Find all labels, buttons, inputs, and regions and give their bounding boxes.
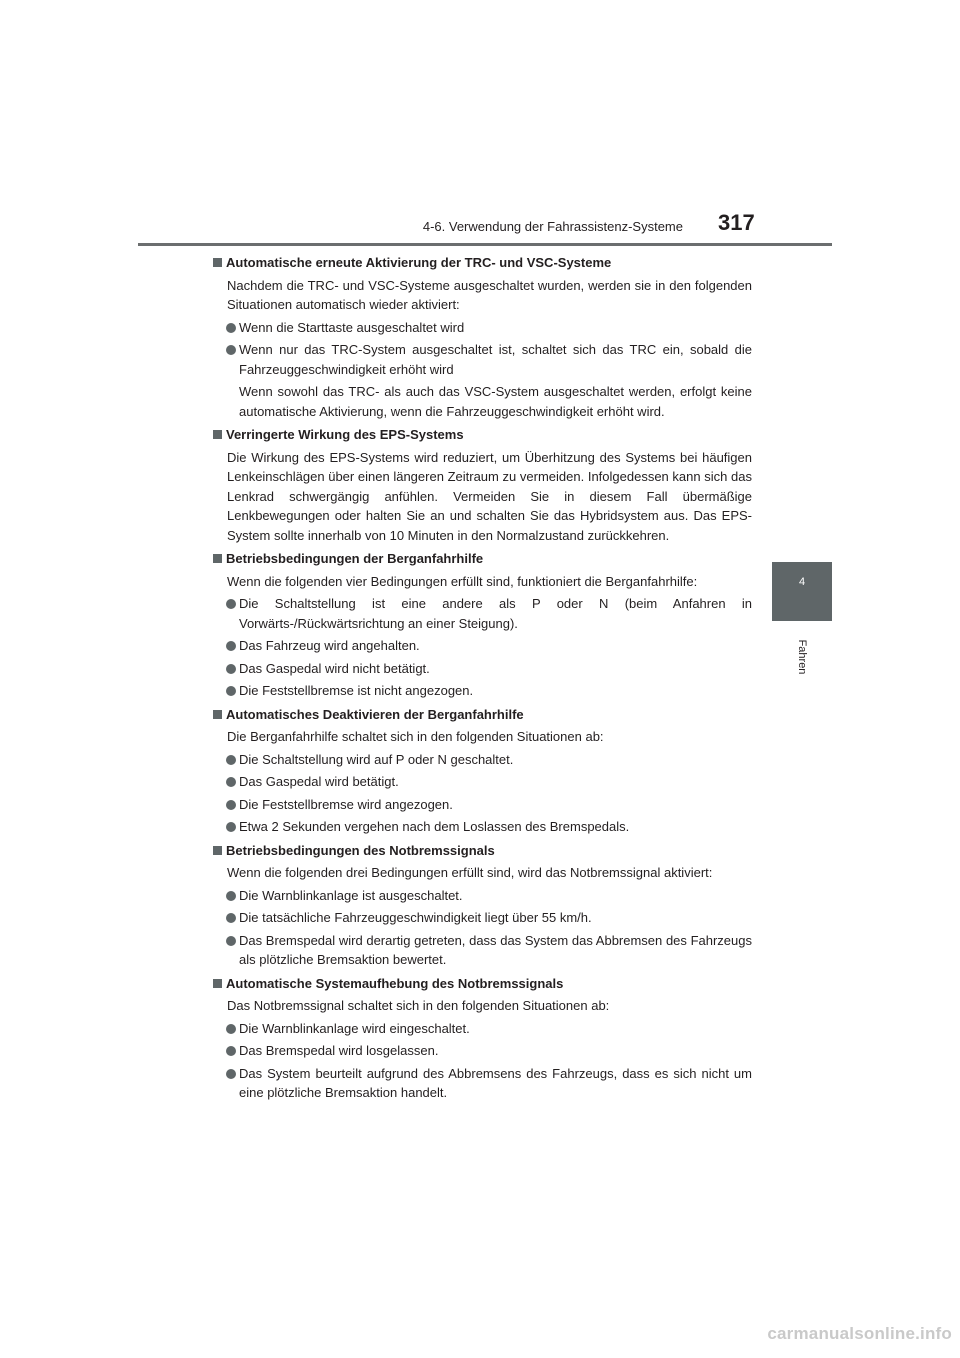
list-item — [211, 795, 752, 815]
section-title: 4-6. Verwendung der Fahrassistenz-Systeme — [422, 219, 683, 234]
list-item — [211, 772, 752, 792]
list-item-text: Wenn die Starttaste ausgeschaltet wird — [239, 319, 465, 335]
bullet-list — [211, 594, 752, 701]
square-bullet-icon — [213, 554, 222, 563]
square-bullet-icon — [213, 979, 222, 988]
list-item — [211, 636, 752, 656]
section-heading-text: Betriebsbedingungen des Notbremssignals — [226, 842, 495, 858]
list-item-text: Das Fahrzeug wird angehalten. — [239, 638, 420, 653]
section — [211, 425, 752, 545]
round-bullet-icon — [226, 936, 236, 946]
section-heading-text: Verringerte Wirkung des EPS-Systems — [226, 427, 464, 442]
page-number: 317 — [718, 210, 755, 235]
bullet-list — [211, 886, 752, 970]
bullet-list — [211, 750, 752, 837]
list-item-text: Die Feststellbremse wird angezogen. — [239, 796, 453, 812]
list-item-text: Etwa 2 Sekunden vergehen nach dem Loslassen des Bremspedals. — [239, 819, 630, 834]
list-item — [211, 931, 752, 970]
round-bullet-icon — [226, 800, 236, 810]
list-item — [211, 340, 752, 379]
list-item — [211, 817, 752, 837]
bullet-list — [211, 318, 752, 380]
square-bullet-icon — [213, 258, 222, 267]
list-item-text: Die Warnblinkanlage ist ausgeschaltet. — [239, 887, 463, 903]
round-bullet-icon — [226, 1046, 236, 1056]
chapter-number: 4 — [798, 576, 806, 588]
section-heading-text: Betriebsbedingungen der Berganfahrhilfe — [226, 551, 484, 566]
list-item-text: Die Feststellbremse ist nicht angezogen. — [239, 683, 474, 698]
round-bullet-icon — [226, 323, 236, 333]
section — [211, 253, 752, 421]
list-item — [211, 886, 752, 906]
list-item — [211, 318, 752, 338]
round-bullet-icon — [226, 1024, 236, 1034]
section-heading-text: Automatische erneute Aktivierung der TRC- und VSC-Systeme — [226, 255, 612, 270]
section-heading — [211, 974, 752, 994]
list-item — [211, 908, 752, 928]
list-item — [211, 750, 752, 770]
section — [211, 974, 752, 1103]
square-bullet-icon — [213, 846, 222, 855]
section-intro: Nachdem die TRC- und VSC-Systeme ausgeschaltet wurden, werden sie in den folgenden Situationen automatisch wieder aktiviert: — [227, 277, 752, 312]
chapter-tab[interactable] — [772, 562, 832, 621]
section-intro: Wenn die folgenden drei Bedingungen erfüllt sind, wird das Notbremssignal aktiviert: — [227, 865, 713, 880]
bullet-note: Wenn sowohl das TRC- als auch das VSC-System ausgeschaltet werden, erfolgt keine automatische Aktivierung, wenn die Fahrzeuggeschwindigkeit erhöht wird. — [239, 384, 752, 419]
round-bullet-icon — [226, 345, 236, 355]
round-bullet-icon — [226, 891, 236, 901]
section-heading — [211, 705, 752, 725]
list-item-text: Die Warnblinkanlage wird eingeschaltet. — [239, 1020, 470, 1036]
list-item — [211, 681, 752, 701]
list-item-text: Die Schaltstellung wird auf P oder N geschaltet. — [239, 751, 514, 767]
list-item-text: Das Bremspedal wird losgelassen. — [239, 1043, 439, 1058]
section-heading-text: Automatisches Deaktivieren der Berganfahrhilfe — [226, 706, 524, 722]
round-bullet-icon — [226, 822, 236, 832]
square-bullet-icon — [213, 710, 222, 719]
bullet-list — [211, 1019, 752, 1103]
section-intro: Das Notbremssignal schaltet sich in den folgenden Situationen ab: — [227, 998, 610, 1013]
list-item — [211, 1064, 752, 1103]
list-item — [211, 659, 752, 679]
section-intro: Die Berganfahrhilfe schaltet sich in den folgenden Situationen ab: — [227, 729, 604, 744]
round-bullet-icon — [226, 777, 236, 787]
section — [211, 549, 752, 701]
section-intro: Wenn die folgenden vier Bedingungen erfüllt sind, funktioniert die Berganfahrhilfe: — [227, 573, 698, 589]
list-item — [211, 594, 752, 633]
round-bullet-icon — [226, 664, 236, 674]
section-heading — [211, 549, 752, 569]
round-bullet-icon — [226, 641, 236, 651]
list-item — [211, 1019, 752, 1039]
section — [211, 705, 752, 837]
list-item — [211, 1041, 752, 1061]
list-item-text: Das Gaspedal wird nicht betätigt. — [239, 660, 430, 676]
list-item-text: Die Schaltstellung ist eine andere als P oder N (beim Anfahren in Vorwärts-/Rückwärtsrichtung an einer Steigung). — [239, 596, 752, 631]
list-item-text: Die tatsächliche Fahrzeuggeschwindigkeit liegt über 55 km/h. — [239, 910, 592, 925]
round-bullet-icon — [226, 913, 236, 923]
page-content — [211, 253, 752, 1106]
section-heading — [211, 253, 752, 273]
round-bullet-icon — [226, 755, 236, 765]
round-bullet-icon — [226, 599, 236, 609]
list-item-text: Das Gaspedal wird betätigt. — [239, 774, 399, 789]
square-bullet-icon — [213, 430, 222, 439]
round-bullet-icon — [226, 686, 236, 696]
chapter-label: Fahren — [796, 639, 808, 675]
list-item-text: Das System beurteilt aufgrund des Abbremsens des Fahrzeugs, dass es sich nicht um eine plötzliche Bremsaktion handelt. — [239, 1065, 752, 1100]
list-item-text: Wenn nur das TRC-System ausgeschaltet ist, schaltet sich das TRC ein, sobald die Fahrzeuggeschwindigkeit erhöht wird — [239, 342, 752, 377]
list-item-text: Das Bremspedal wird derartig getreten, dass das System das Abbremsen des Fahrzeugs als plötzliche Bremsaktion bewertet. — [239, 932, 752, 967]
section-heading — [211, 425, 752, 445]
header-divider — [138, 243, 832, 246]
section-heading — [211, 841, 752, 861]
round-bullet-icon — [226, 1069, 236, 1079]
section-heading-text: Automatische Systemaufhebung des Notbremssignals — [226, 975, 564, 991]
watermark: carmanualsonline.info — [767, 1324, 952, 1343]
section — [211, 841, 752, 970]
section-intro: Die Wirkung des EPS-Systems wird reduziert, um Überhitzung des Systems bei häufigen Lenkeinschlägen über einen längeren Zeitraum zu vermeiden. Infolgedessen kann sich das Lenkrad schwergängig anfühlen. Vermeiden Sie in diesem Fall übermäßige Lenkbewegungen oder halten Sie an und schalten Sie das Hybridsystem aus. Das EPS-System sollte innerhalb von 10 Minuten in den Normalzustand zurückkehren. — [227, 449, 752, 543]
